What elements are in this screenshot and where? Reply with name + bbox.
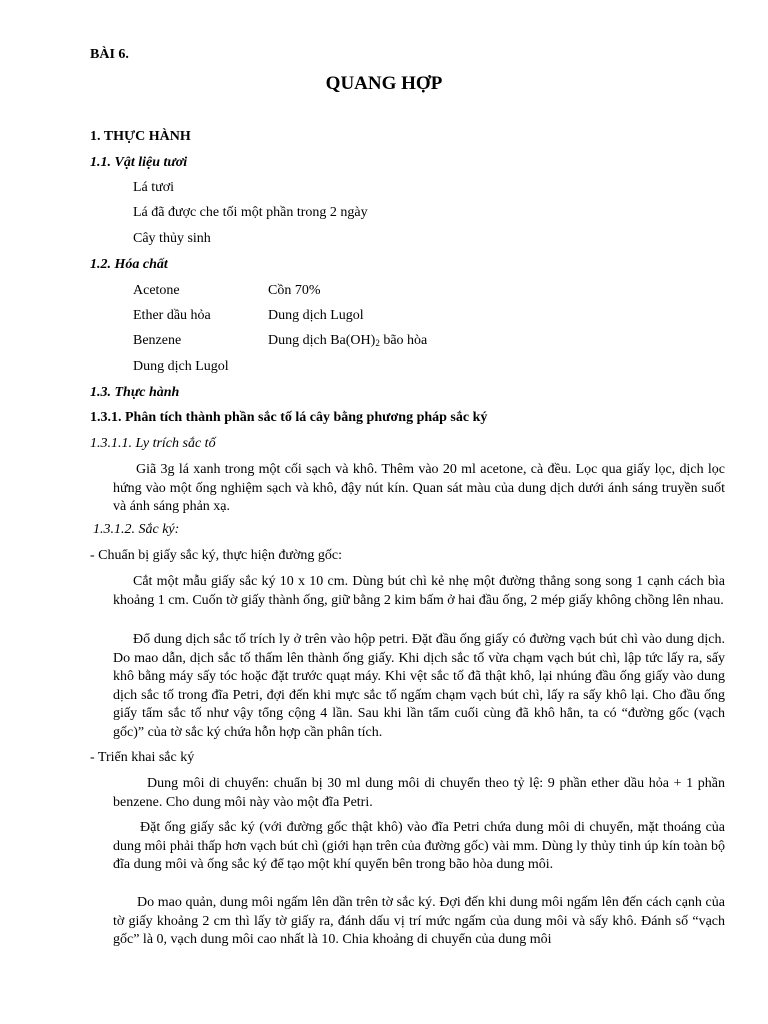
- document-title: QUANG HỢP: [325, 73, 443, 94]
- section-1-heading: 1. THỰC HÀNH: [90, 129, 191, 144]
- section-1-3-1-2-heading: 1.3.1.2. Sắc ký:: [93, 522, 180, 537]
- section-1-2-heading: 1.2. Hóa chất: [90, 257, 168, 272]
- material-item: Lá tươi: [133, 180, 175, 195]
- step-heading-run: - Triển khai sắc ký: [90, 750, 195, 765]
- section-1-3-1-1-heading: 1.3.1.1. Ly trích sắc tố: [90, 436, 216, 451]
- chemical-item: Benzene: [133, 333, 182, 348]
- paragraph-pour-pigment: Đổ dung dịch sắc tố trích ly ở trên vào hộp petri. Đặt đầu ống giấy có đường vạch bút chì vào dung dịch. Do mao dẫn, dịch sắc tố thấm lên thành ống giấy. Khi dịch sắc tố vừa chạm vạch bút chì, lập tức lấy ra, sấy khô bằng máy sấy tóc hoặc đặt trước quạt máy. Khi vệt sắc tố đã thật khô, lại nhúng đầu ống giấy vào dung dịch sắc tố trong đĩa Petri, đợi đến khi mực sắc tố ngấm chạm vạch bút chì, lấy ra sấy khô lại. Cho đầu ống giấy tẩm sắc tố như vậy tổng cộng 4 lần. Sau khi lần tẩm cuối cùng đã khô hẳn, ta có “đường gốc (vạch gốc)” của tờ sắc ký chứa hỗn hợp cần phân tích.: [113, 632, 725, 740]
- section-1-3-1-heading: 1.3.1. Phân tích thành phần sắc tố lá cây bằng phương pháp sắc ký: [90, 410, 488, 425]
- section-1-3-heading: 1.3. Thực hành: [90, 385, 180, 400]
- chemical-item: Acetone: [133, 283, 180, 298]
- paragraph-cut-paper: Cắt một mẫu giấy sắc ký 10 x 10 cm. Dùng bút chì kẻ nhẹ một đường thẳng song song 1 cạnh cách bìa khoảng 1 cm. Cuốn tờ giấy thành ống, giữ bằng 2 kim bấm ở hai đầu ống, 2 mép giấy không chồng lên nhau.: [113, 574, 725, 608]
- material-item: Lá đã được che tối một phần trong 2 ngày: [133, 205, 368, 220]
- step-heading-prepare: - Chuẩn bị giấy sắc ký, thực hiện đường gốc:: [90, 548, 342, 563]
- paragraph-capillary: Do mao quản, dung môi ngấm lên dần trên tờ sắc ký. Đợi đến khi dung môi ngấm lên đến cách cạnh của tờ giấy khoảng 2 cm thì lấy tờ giấy ra, đánh dấu vị trí mức ngấm của dung môi và sấy khô. Đánh số “vạch gốc” là 0, vạch dung môi cao nhất là 10. Chia khoảng di chuyển của dung môi: [113, 895, 725, 947]
- paragraph-extraction: Giã 3g lá xanh trong một cối sạch và khô. Thêm vào 20 ml acetone, cà đều. Lọc qua giấy lọc, dịch lọc hứng vào một ống nghiệm sạch và khô, đậy nút kín. Quan sát màu của dung dịch dưới ánh sáng truyền suốt và ánh sáng phản xạ.: [113, 462, 725, 514]
- chemical-item: Cồn 70%: [268, 283, 321, 298]
- chemical-item-baoh: Dung dịch $Ba(OH)_2$ bão hòa: [268, 333, 428, 348]
- paragraph-solvent: Dung môi di chuyển: chuẩn bị 30 ml dung môi di chuyển theo tỷ lệ: 9 phần ether dầu hỏa + 1 phần benzene. Cho dung môi này vào một đĩa Petri.: [113, 776, 725, 810]
- lesson-number: BÀI 6.: [90, 47, 129, 62]
- chemical-item: Dung dịch Lugol: [268, 308, 364, 323]
- chemical-item: Dung dịch Lugol: [133, 359, 229, 374]
- section-1-1-heading: 1.1. Vật liệu tươi: [90, 155, 188, 170]
- material-item: Cây thủy sinh: [133, 231, 211, 246]
- chemical-item: Ether dầu hỏa: [133, 308, 211, 323]
- paragraph-place-tube: Đặt ống giấy sắc ký (với đường gốc thật khô) vào đĩa Petri chứa dung môi di chuyển, mặt thoáng của dung môi phải thấp hơn vạch bút chì (giới hạn trên của đường gốc) vài mm. Dùng ly thủy tinh úp kín toàn bộ đĩa dung môi và ống sắc ký để tạo một khí quyển bên trong bão hòa dung môi.: [113, 820, 725, 872]
